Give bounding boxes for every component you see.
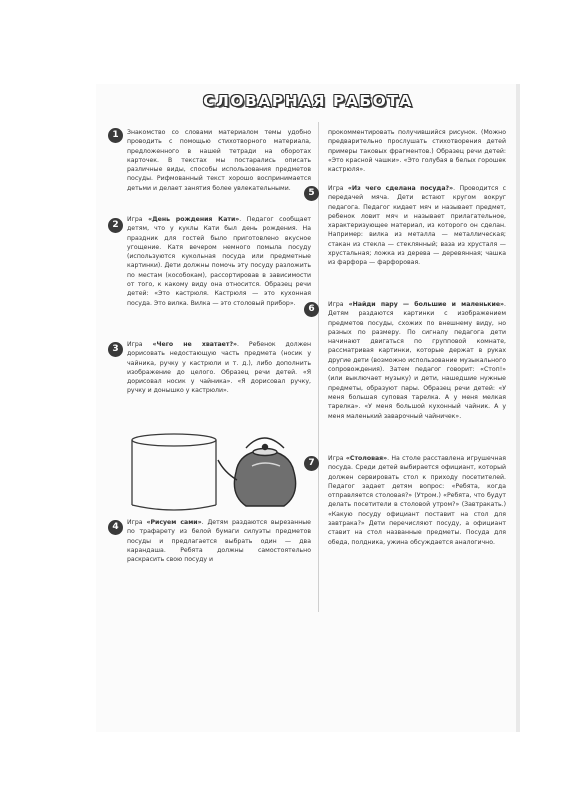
kettle-spout bbox=[218, 460, 237, 480]
game-name: «Найди пару — большие и маленькие» bbox=[348, 301, 505, 308]
game-prefix: Игра bbox=[127, 216, 149, 223]
section-2-text bbox=[127, 215, 311, 308]
section-1-text: Знакомство со словами материалом темы удобно проводить с помощью стихотворного материала, предложенного в нашей тетради на оборотах карточек. В текстах мы постарались описать различные виды, способы использования предметов посуды. Рифмованный текст хорошо воспринимается детьми и делает занятия более увлекательными. bbox=[127, 129, 311, 192]
game-description: . На столе расставлена игрушечная посуда. Среди детей выбирается официант, который должен сервировать стол к приходу посетителей. Педагог задает детям вопрос: «Ребята, когда отправляется столовая?» (Утром.) «Ребята, что будут делать посетители в столовой утром?» (Завтракать.) «Какую посуду официант поставит на стол для завтрака?» Дети перечисляют посуду, а официант ставит на стол названные предметы. Посуда для обеда, полдника, ужина обсуждается аналогично. bbox=[328, 455, 506, 546]
kettle-drawing bbox=[218, 438, 296, 506]
game-name: «День рождения Кати» bbox=[148, 216, 240, 223]
game-prefix: Игра bbox=[328, 301, 349, 308]
section-number-2: 2 bbox=[108, 218, 123, 233]
kettle-body bbox=[234, 450, 295, 506]
section-number-6: 6 bbox=[304, 302, 319, 317]
section-3-text bbox=[127, 340, 311, 396]
section-5-text bbox=[328, 184, 506, 268]
game-prefix: Игра bbox=[328, 455, 346, 462]
game-description: . Детям раздаются вырезанные по трафарету из белой бумаги силуэты предметов посуды и предлагается выбрать один — два карандаша. Ребята должны самостоятельно раскрасить свою посуду и bbox=[127, 519, 311, 564]
game-name: «Из чего сделана посуда?» bbox=[347, 185, 454, 192]
section-4-continuation: прокомментировать получившийся рисунок. (Можно предварительно прослушать стихотворения детей примеры таковых фрагментов.) Образец речи детей: «Это красной чашки». «Это голубая в белых горошек кастрюля». bbox=[328, 129, 506, 174]
game-name: «Рисуем сами» bbox=[146, 519, 202, 526]
section-number-7: 7 bbox=[304, 456, 319, 471]
game-description: . Педагог сообщает детям, что у куклы Кати был день рождения. На праздник для гостей было приготовлено вкусное угощение. Катя вечером немного помыла посуду (используются кукольная посуда или предметные картинки). Дети должны помочь эту посуду разложить по местам (кособокам), рассортировав в зависимости от того, к какому виду она относится. Образец речи детей: «Это кастрюля. Кастрюля — это кухонная посуда. Это вилка. Вилка — это столовый прибор». bbox=[127, 216, 311, 307]
game-prefix: Игра bbox=[328, 185, 348, 192]
game-prefix: Игра bbox=[127, 519, 147, 526]
game-description: . Детям раздаются картинки с изображением предметов посуды, схожих по внешнему виду, но разных по размеру. По сигналу педагога дети начинают двигаться по групповой комнате, рассматривая картинки, которые держат в руках другие дети (возможно использование музыкального сопровождения). Затем педагог говорит: «Стоп!» (или выключает музыку) и дети, нашедшие нужные предметы, образуют пары. Образец речи детей: «У меня большая суповая тарелка. А у меня мелкая тарелка». «У меня большой кухонный чайник. А у меня маленький заварочный чайничек». bbox=[328, 301, 506, 420]
pot-rim bbox=[132, 434, 216, 446]
game-name: «Столовая» bbox=[345, 455, 388, 462]
cookware-illustration bbox=[124, 430, 304, 515]
page-title: СЛОВАРНАЯ РАБОТА bbox=[203, 92, 413, 110]
game-description: . Ребенок должен дорисовать недостающую часть предмета (носик у чайника, ручку у кастрюли и т. д.), либо дополнить изображение до целого. Образец речи детей. «Я дорисовал носик у чайника». «Я дорисовал ручку, ручку и донышко у кастрюли». bbox=[127, 341, 311, 395]
game-description: . Проводится с передачей мяча. Дети встают кругом вокруг педагога. Педагог кидает мяч и называет предмет, ребенок ловит мяч и называет прилагательное, характеризующее материал, из которого он сделан. Например: вилка из металла — металлическая; стакан из стекла — стеклянный; ваза из хрусталя — хрустальная; ложка из дерева — деревянная; чашка из фарфора — фарфоровая. bbox=[328, 185, 506, 267]
section-number-5: 5 bbox=[304, 186, 319, 201]
section-7-text bbox=[328, 454, 506, 547]
kettle-lid-knob bbox=[263, 445, 268, 450]
section-6-text bbox=[328, 300, 506, 421]
pot-bottom bbox=[132, 505, 216, 510]
section-number-3: 3 bbox=[108, 342, 123, 357]
section-number-1: 1 bbox=[108, 128, 123, 143]
section-number-4: 4 bbox=[108, 520, 123, 535]
page-edge bbox=[516, 84, 520, 732]
game-name: «Чего не хватает?» bbox=[152, 341, 238, 348]
game-prefix: Игра bbox=[127, 341, 153, 348]
section-4-text bbox=[127, 518, 311, 564]
pot-outline bbox=[132, 434, 216, 510]
